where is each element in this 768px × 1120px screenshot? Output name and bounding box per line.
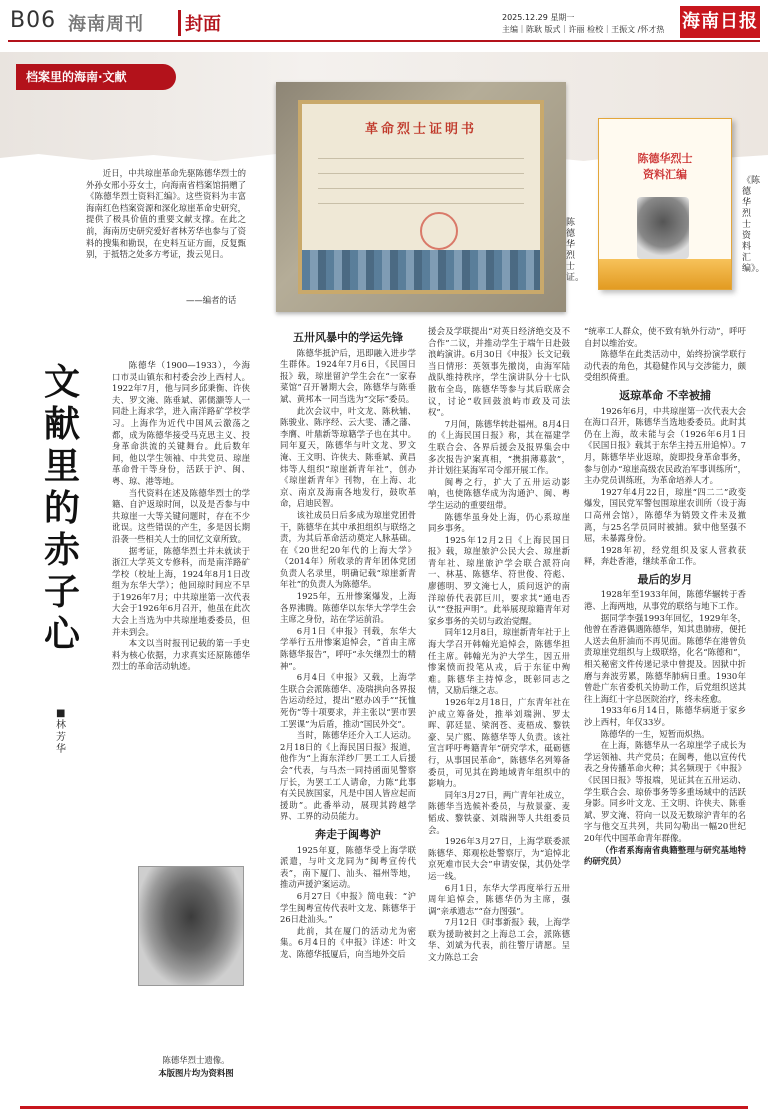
- col4-para: “统率工人群众，使不致有轨外行动”，呼吁自封以维治安。: [584, 326, 746, 348]
- col2-para: 6月27日《申报》简电载：“沪学生闽粤宣传代表叶文龙、陈德华于26日赴汕头。”: [280, 890, 416, 925]
- col2-para: 该社成员日后多成为琼崖党团骨干，陈德华在其中承担组织与联络之责，为其后革命活动奠定人脉基础。在《20世纪20年代的上海大学》（2014年）所收录的青年团体党团负责人名录里，明确记载“琼崖新青年社”的负责人为陈德华。: [280, 509, 416, 590]
- author: ■ 林芳华: [56, 708, 66, 755]
- col1-para: 本文以当时报刊记载的第一手史料为核心依据，力求真实还原陈德华烈士的革命活动轨迹。: [112, 638, 250, 672]
- editors-line: 主编｜陈耿 版式｜许丽 检校｜王振文 /怀才热: [502, 25, 665, 34]
- certificate-title: 革命烈士证明书: [364, 122, 477, 137]
- col2-para: 1925年夏，陈德华受上海学联派遣，与叶文龙同为“闽粤宣传代表”，南下厦门、汕头、福州等地，推动声援沪案运动。: [280, 844, 416, 890]
- col1-para: 陈德华（1900—1933），今海口市灵山镇东和村委会沙上西村人。1922年7月，他与同乡邱秉衡、许侠夫、罗文淹、陈垂斌、郭儒灏等人一同赴上海求学，进入南洋路矿学校学习。上海作为近代中国风云激荡之都，成为陈德华接受马克思主义、投身革命洪流的关键舞台。此后数年间，他以学生领袖、中共党员、琼崖革命骨干等身份，活跃于沪、闽、粤、琼、港等地。: [112, 360, 250, 486]
- subhead-last-years: 最后的岁月: [637, 572, 693, 586]
- certificate-seal-icon: [420, 212, 458, 250]
- column-3: [428, 326, 570, 1101]
- col2-para: 陈德华抵沪后，迅即融入进步学生群体。1924年7月6日，《民国日报》载，琼崖留沪学生会在“一家春菜馆”召开暑期大会，陈德华与陈垂斌、黄邦本一同当选为“交际”委员。: [280, 347, 416, 404]
- certificate-floral-border: [302, 250, 540, 290]
- col2-para: 6月1日《申报》刊载，东华大学举行五卅惨案追悼会，“首由主席陈德华报告”，呼吁“永矢继烈士的精神”。: [280, 625, 416, 671]
- martyr-portrait: [138, 866, 244, 986]
- hainan-weekly-logo: 海南周刊: [68, 14, 144, 35]
- book-cover: [598, 118, 732, 290]
- subhead-return-arrest: 返琼革命 不幸被捕: [619, 388, 711, 402]
- book-title: [599, 151, 731, 183]
- col2-para: 6月4日《申报》又载，上海学生联合会派陈德华、凌瑞拱向各界报告运动经过，提出“慰办凶手”“抚恤死伤”等十项要求，并主张以“罢市罢工罢课”为后盾，推动“国民外交”。: [280, 672, 416, 729]
- col4-para: 1926年6月，中共琼崖第一次代表大会在海口召开，陈德华当选地委委员。此时其仍在上海，故未能与会（1926年6月1日《民国日报》载其于东华主持五卅追悼）。7月，陈德华毕业返琼，旋即投身革命事务，参与创办“琼崖高级农民政治军事训练所”，主办党员训练班，为革命培养人才。: [584, 405, 746, 486]
- column-4: [584, 326, 746, 1101]
- certificate-caption: 陈德华烈士证。: [566, 218, 585, 283]
- portrait-captions: [146, 1054, 246, 1080]
- col4-para: 1928年初，经党组织及家人营救获释，奔赴香港，继续革命工作。: [584, 544, 746, 567]
- photo-credit: 本版图片均为资料图: [158, 1068, 234, 1078]
- col4-para: 1933年6月14日，陈德华病逝于家乡沙上西村，年仅33岁。: [584, 705, 746, 727]
- col3-para: 陈德华虽身处上海，仍心系琼崖同乡事务。: [428, 511, 570, 534]
- hainan-daily-logo: 海南日报: [680, 6, 760, 38]
- col1-para: 当代资料在述及陈德华烈士的学籍、自沪返琼时间，以及是否参与中共琼崖一大等关键问题时，存在不少讹误。这些错误的产生，多是因长期沿袭一些相关人士的回忆文章所致。: [112, 487, 250, 544]
- header-info: [502, 12, 664, 36]
- certificate-text-lines: [318, 144, 524, 204]
- book-title-line1: 陈德华烈士: [637, 152, 693, 165]
- col4-para: 陈德华在此类活动中，始终扮演学联行动代表的角色，其稳健作风与交涉能力，颇受组织倚重。: [584, 349, 746, 383]
- col2-para: 当时，陈德华还介入工人运动。2月18日的《上海民国日报》报道，他作为“上海东洋纱厂罢工工人后援会”代表，与马杰一同持函面见警察厅长，为罢工工人请命，力陈“此事有关民族国家，凡是中国人皆应起而援助”。此番举动，展现其跨越学界、工界的动员能力。: [280, 730, 416, 822]
- archive-banner: 档案里的海南·文献: [16, 64, 176, 90]
- col4-para: 陈德华的一生，短暂而炽热。: [600, 728, 710, 739]
- col2-para: 此次会议中，叶文龙、陈秋辅、陈骏业、陈序经、云大雯、潘之藩、李膺、叶鼎新等琼籍学子也在其中。同年夏天，陈德华与叶文龙、罗文淹、王文明、许侠夫、陈垂斌、黄昌炜等人组织“琼崖新青年社”，创办《琼崖新青年》刊物，在上海、北京、南京及海南各地发行，鼓吹革命，启迪民智。: [280, 405, 416, 509]
- headline: 文献里的赤子心: [44, 362, 81, 655]
- col3-para: 援会及学联提出“对英日经济绝交及不合作”二议，并推动学生于端午日赴鼓浪屿演讲。6月30日《申报》长文记载当日情形：英领事先撤岗，由海军陆战队维持秩序，学生演讲队分十七队散布全岛，陈德华等参与其后联席会议，讨论“收回鼓浪屿市政及司法权”。: [428, 326, 570, 418]
- editor-intro: [86, 168, 246, 296]
- intro-text: 近日，中共琼崖革命先驱陈德华烈士的外孙女邢小芬女士，向海南省档案馆捐赠了《陈德华烈士资料汇编》。这些资料为丰富海南红色档案资源和深化琼崖革命史研究，提供了极具价值的重要文献支撑。在此之前，海南历史研究爱好者林芳华也参与了资料的搜集和勘误，在史料互证方面，反复甄别，于抵牾之处多方考证，拨云见日。: [86, 168, 246, 260]
- column-2: [280, 326, 416, 1101]
- col4-para: 据同学李强1993年回忆，1929年冬，他曾在香港偶遇陈德华，知其患肺痨，便托人送去鱼肝油而不再见面。陈德华在港曾负责琼崖党组织与上级联络，化名“陈德和”，相关秘密文件传递记录中曾提及。因狱中折磨与奔波劳累，陈德华肺病日重。1930年曾赴广东省委机关协助工作，后党组织送其往上海红十字总医院治疗，终未痊愈。: [584, 612, 746, 704]
- col4-para: 在上海，陈德华从一名琼崖学子成长为学运领袖、共产党员；在闽粤，他以宣传代表之身传播革命火种；其名频现于《申报》《民国日报》等报端，见证其在五卅运动、学生联合会、琼侨事务等多重场域中的活跃身影。同乡叶文龙、王文明、许侠夫、陈垂斌、罗文淹、符向一以及无数琼沪青年的名字与他交互共列，共同勾勒出一幅20世纪20年代中国革命青年群像。: [584, 740, 746, 843]
- portrait-caption: 陈德华烈士遗像。: [162, 1055, 230, 1065]
- col3-para: 1926年3月27日，上海学联委派陈德华、郑观松赴警察厅，为“追悼北京死难市民大会”申请安保，其仍处学运一线。: [428, 836, 570, 881]
- book-band: [599, 259, 731, 289]
- certificate-frame: [298, 100, 544, 294]
- col1-para: 据考证，陈德华烈士并未就读于浙江大学英文专修科，而是南洋路矿学校（校址上海，1924年8月1日改组为东华大学）；他回琼时间应不早于1926年7月；中共琼崖第一次代表大会于1926年6月召开，他虽在此次大会上当选为中共琼崖地委委员，但并未到会。: [112, 545, 250, 637]
- col3-para: 同年12月8日，琼崖新青年社于上海大学召开韩翰光追悼会，陈德华担任主席。韩翰光为沪大学生，因五卅惨案愤而投笔从戎，后于东征中殉难。陈德华主持悼念，既彰同志之情，又励后继之志。: [428, 627, 570, 696]
- header-rule: [8, 40, 760, 42]
- col3-para: 7月12日《时事新报》载，上海学联为援助被封之上海总工会，派陈德华、刘斌为代表，前往警厅请愿。呈文力陈总工会: [428, 917, 570, 963]
- col3-para: 闽粤之行，扩大了五卅运动影响，也使陈德华成为沟通沪、闽、粤学生运动的重要纽带。: [428, 476, 570, 510]
- col3-para: 6月1日，东华大学再度举行五卅周年追悼会，陈德华仍为主席，强调“亲承遗志”“奋力图强”。: [428, 882, 570, 916]
- col3-para: 1925年12月2日《上海民国日报》载，琼崖旅沪公民大会、琼崖新青年社、琼崖旅沪学会联合派符向一、林基、陈德华、符世俊、符彪、廖德明、罗文淹七人，质问返沪的南洋琼侨代表郭巨川，要求其“通电否认”“登报声明”。此举展现琼籍青年对家乡事务的关切与政治觉醒。: [428, 534, 570, 626]
- col3-para: 同年3月27日，两广青年社成立，陈德华当选候补委员，与敖景豪、麦韬成、黎铁豪、刘瑞洲等人共组委员会。: [428, 789, 570, 835]
- intro-signature: ——编者的话: [186, 295, 237, 305]
- col2-para: 1925年，五卅惨案爆发，上海各界沸腾。陈德华以东华大学学生会主席之身份，站在学运前沿。: [280, 591, 416, 625]
- certificate-photo: [276, 82, 566, 312]
- subhead-fujian-guangdong: 奔走于闽粤沪: [315, 827, 381, 841]
- book-caption: 《陈德华烈士资料汇编》。: [742, 176, 765, 274]
- section-tag: 封面: [178, 10, 221, 36]
- closing-note: （作者系海南省典籍整理与研究基地特约研究员）: [584, 844, 746, 867]
- col3-para: 1926年2月18日，广东青年社在沪成立筹备处，推举刘瑞洲、罗太晖、郭廷显、梁润苍、麦梧成、黎铁豪、吴广熙、陈德华等人负责。该社宣言呼吁粤籍青年“研究学术，砥砺德行，从事国民革命”，陈德华名列筹备委员，可见其在跨地域青年组织中的影响力。: [428, 697, 570, 789]
- col3-para: 7月间，陈德华转赴福州。8月4日的《上海民国日报》称，其在福建学生联合会、各界后援会及报界集会中多次报告沪案真相，“携捐薄募款”，并计划往某海军司令部开展工作。: [428, 418, 570, 476]
- date-line: 2025.12.29 星期一: [502, 13, 575, 22]
- col2-para: 此前，其在厦门的活动尤为密集。6月4日的《申报》详述：叶文龙、陈德华抵厦后，向当地外交后: [280, 925, 416, 959]
- book-title-line2: 资料汇编: [643, 168, 687, 181]
- footer-rule: [20, 1106, 748, 1109]
- column-1: [112, 360, 250, 858]
- col4-para: 1927年4月22日，琼崖“四二二”政变爆发，国民党军警包围琼崖农训所（设于海口高州会馆），陈德华为销毁文件未及撤离，与25名学员同时被捕。狱中他坚强不屈，未暴露身份。: [584, 486, 746, 544]
- page-number: B06: [10, 8, 57, 33]
- book-portrait: [637, 197, 689, 259]
- col4-para: 1928年至1933年间，陈德华辗转于香港、上海两地，从事党的联络与地下工作。: [584, 589, 746, 612]
- subhead-student-movement: 五卅风暴中的学运先锋: [293, 331, 403, 344]
